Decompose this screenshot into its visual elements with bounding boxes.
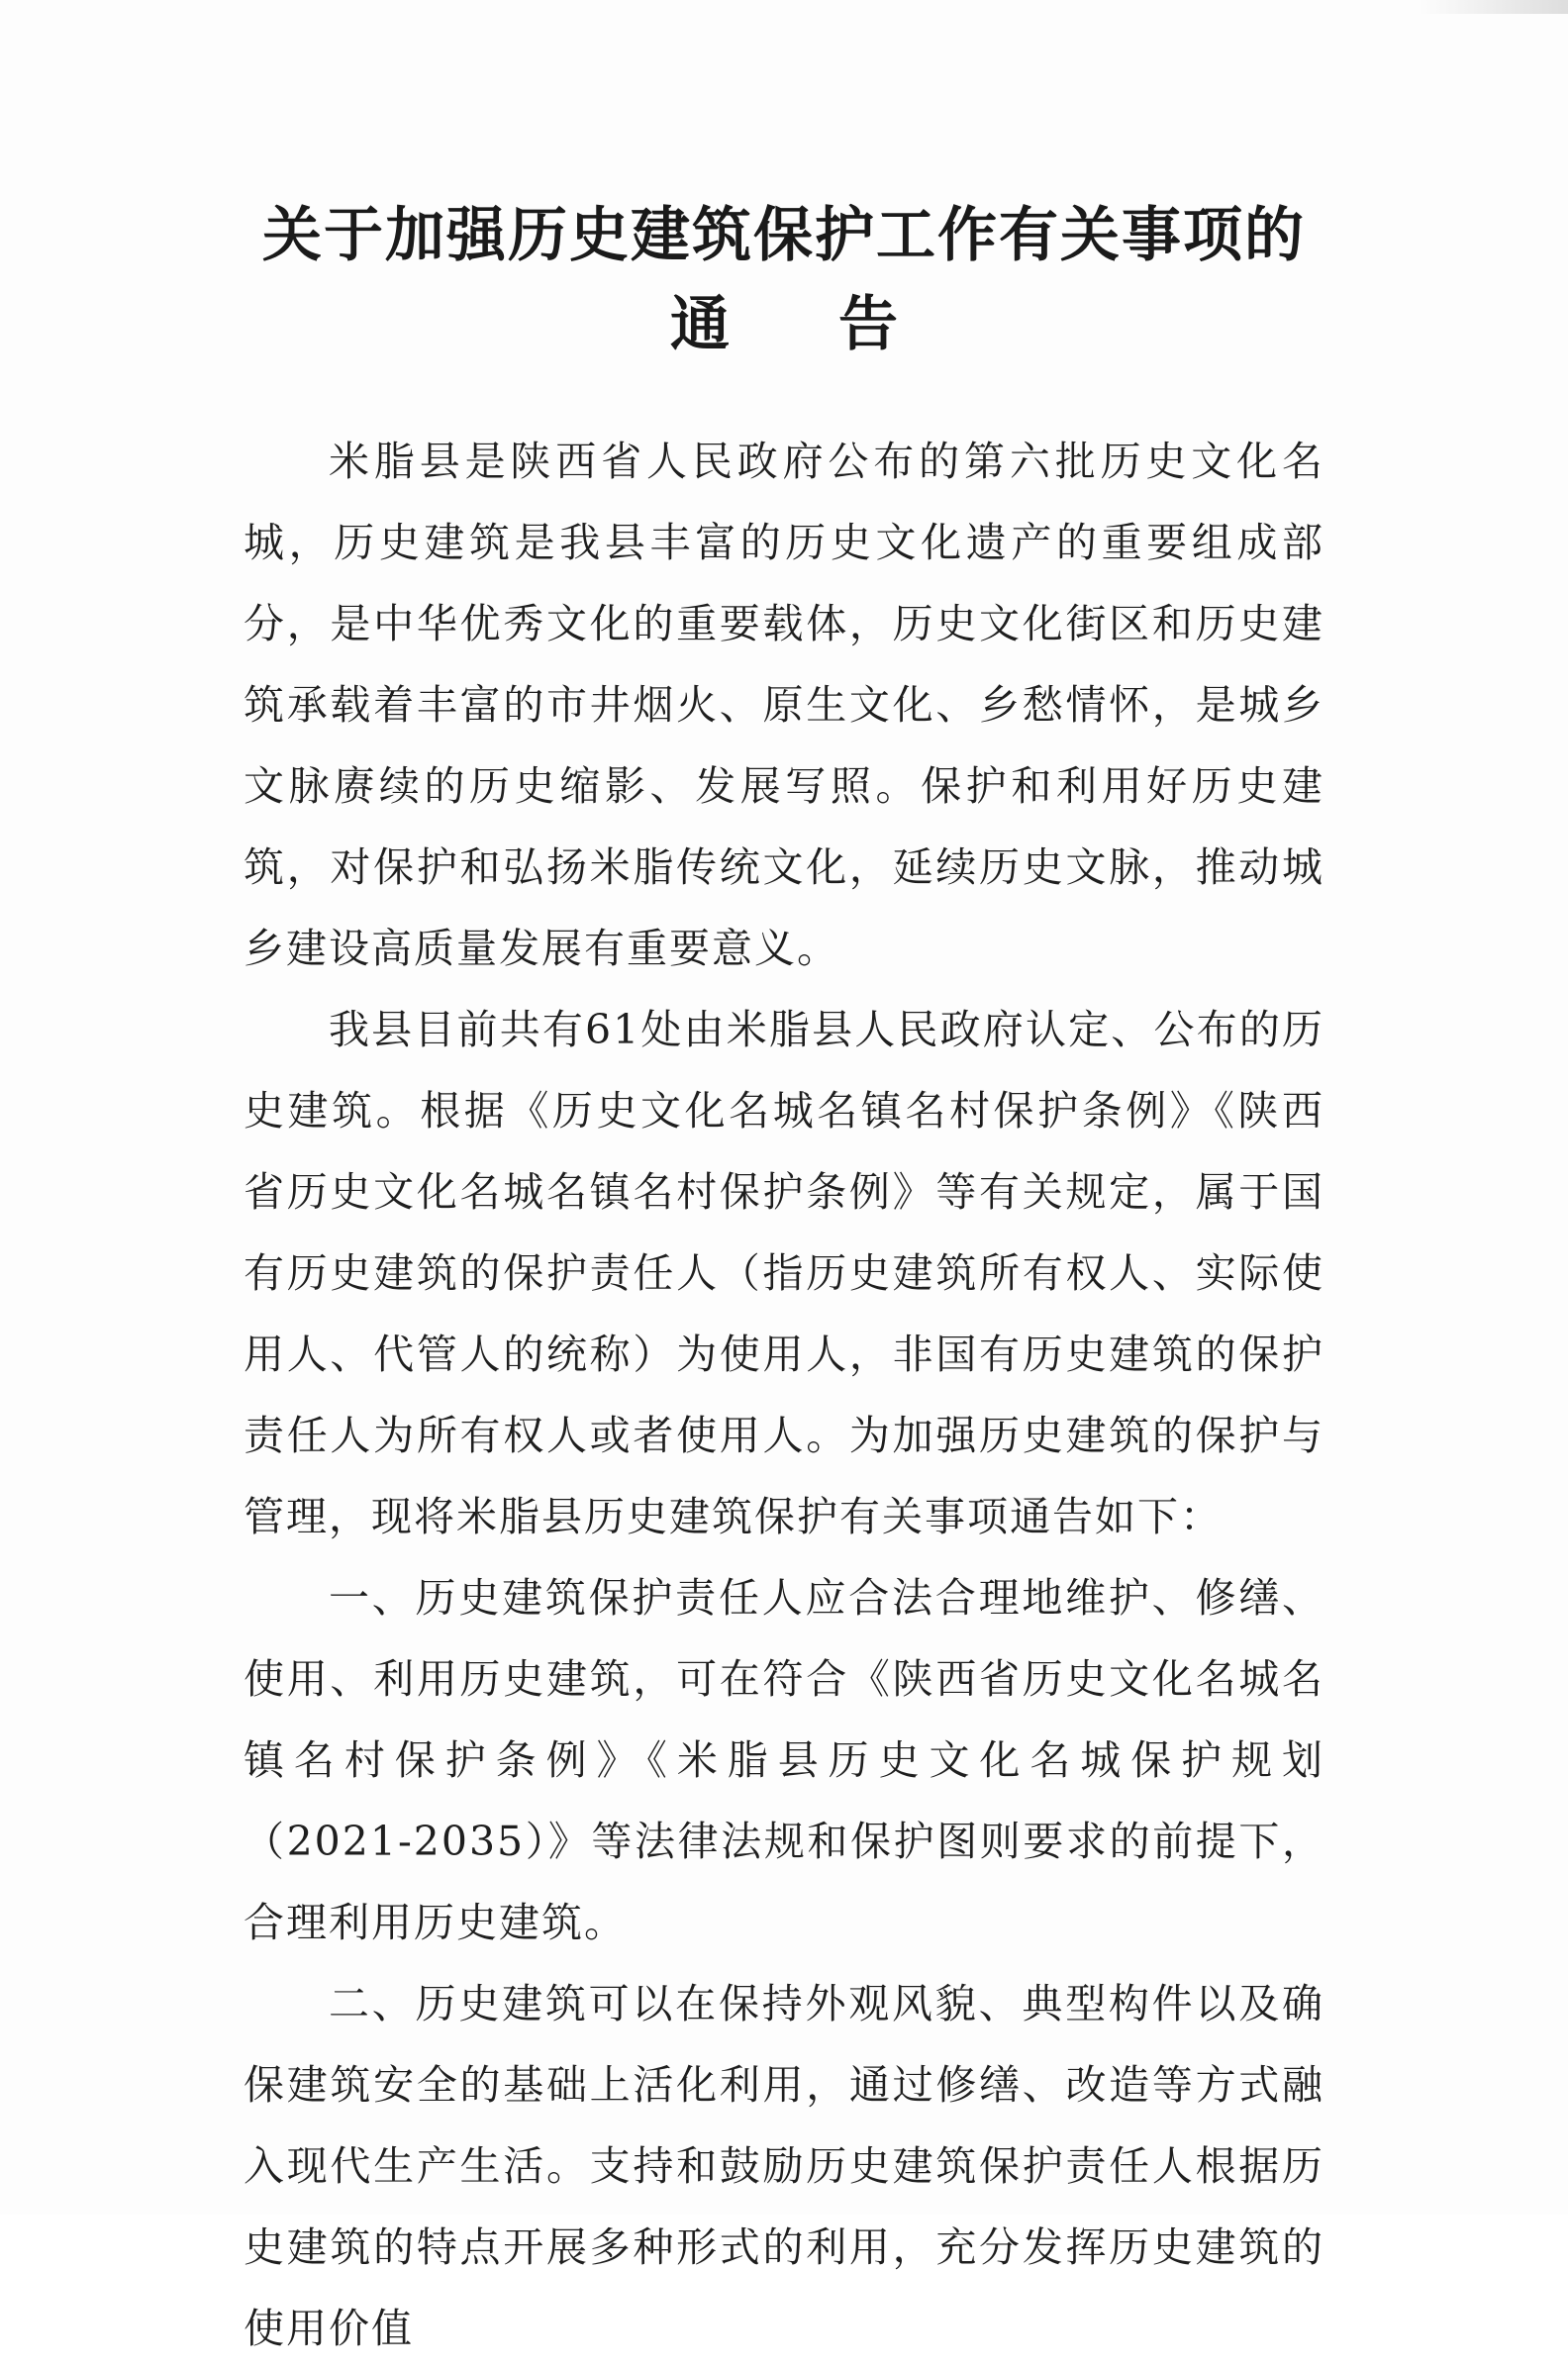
paragraph-item-2: 二、历史建筑可以在保持外观风貌、典型构件以及确保建筑安全的基础上活化利用，通过修缮、改造等方式融入现代生产生活。支持和鼓励历史建筑保护责任人根据历史建筑的特点开展多种形式的利用，充分发挥历史建筑的使用价值 [244, 1980, 1324, 2352]
scan-edge-mark [1420, 0, 1568, 14]
paragraph-item-1: 一、历史建筑保护责任人应合法合理地维护、修缮、使用、利用历史建筑，可在符合《陕西省历史文化名城名镇名村保护条例》《米脂县历史文化名城保护规划（2021-2035）》等法律法规和保护图则要求的前提下，合理利用历史建筑。 [244, 1574, 1324, 1946]
paragraph-intro: 米脂县是陕西省人民政府公布的第六批历史文化名城，历史建筑是我县丰富的历史文化遗产的重要组成部分，是中华优秀文化的重要载体，历史文化街区和历史建筑承载着丰富的市井烟火、原生文化、乡愁情怀，是城乡文脉赓续的历史缩影、发展写照。保护和利用好历史建筑，对保护和弘扬米脂传统文化，延续历史文脉，推动城乡建设高质量发展有重要意义。 [244, 438, 1324, 972]
paragraph-background: 我县目前共有61处由米脂县人民政府认定、公布的历史建筑。根据《历史文化名城名镇名村保护条例》《陕西省历史文化名城名镇名村保护条例》等有关规定，属于国有历史建筑的保护责任人（指历史建筑所有权人、实际使用人、代管人的统称）为使用人，非国有历史建筑的保护责任人为所有权人或者使用人。为加强历史建筑的保护与管理，现将米脂县历史建筑保护有关事项通告如下： [244, 1006, 1324, 1540]
document-title-line1: 关于加强历史建筑保护工作有关事项的 [262, 201, 1306, 270]
document-body [244, 421, 1324, 2369]
document-title-line2: 通告 [670, 290, 1007, 359]
